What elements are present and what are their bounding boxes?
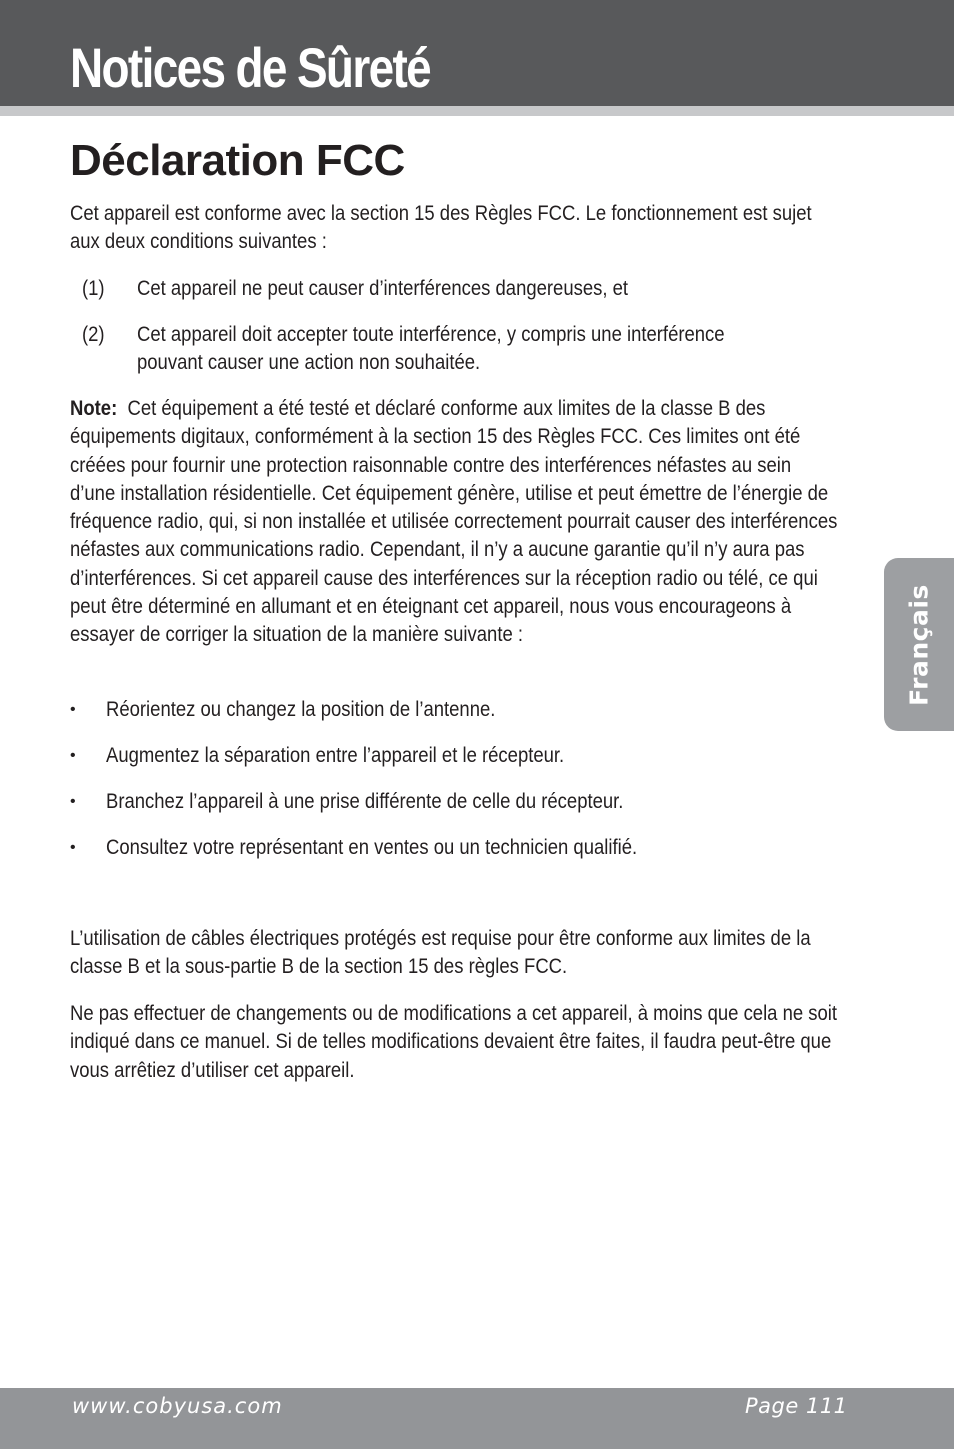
note-label: Note: (70, 397, 118, 420)
intro-paragraph: Cet appareil est conforme avec la section 15 des Règles FCC. Le fonctionnement est sujet aux deux conditions suivantes : (70, 202, 812, 254)
bullet-text-4: Consultez votre représentant en ventes ou un technicien qualifié. (106, 836, 638, 859)
bullet-text-2: Augmentez la séparation entre l’appareil et le récepteur. (106, 744, 565, 767)
changes-paragraph: Ne pas effectuer de changements ou de modifications a cet appareil, à moins que cela ne soit indiqué dans ce manuel. Si de telles modifications devaient être faites, il faudra peut-être que vous arrêtiez d’utiliser cet appareil. (70, 1002, 838, 1082)
header-stripe (0, 106, 954, 116)
page-title: Notices de Sûreté (70, 36, 431, 99)
section-title: Déclaration FCC (70, 136, 405, 185)
bullet-symbol-1: • (70, 701, 76, 718)
condition-text-1: Cet appareil ne peut causer d’interférences dangereuses, et (137, 277, 629, 300)
bullet-symbol-2: • (70, 747, 76, 764)
bullet-text-3: Branchez l’appareil à une prise différente de celle du récepteur. (106, 790, 624, 813)
bullet-text-1: Réorientez ou changez la position de l’antenne. (106, 698, 496, 721)
cables-paragraph: L’utilisation de câbles électriques protégés est requise pour être conforme aux limites de la classe B et la sous-partie B de la section 15 des règles FCC. (70, 927, 811, 979)
language-tab[interactable] (884, 558, 954, 731)
note-text: Cet équipement a été testé et déclaré conforme aux limites de la classe B des équipements digitaux, conformément à la section 15 des Règles FCC. Ces limites ont été créées pour fournir une protection raisonnable contre des interférences néfastes au sein d’une installation résidentielle. Cet équipement génère, utilise et peut émettre de l’énergie de fréquence radio, qui, si non installée et utilisée correctement pourrait causer des interférences néfastes aux communications radio. Cependant, il n’y a aucune garantie qu’il n’y aura pas d’interférences. Si cet appareil cause des interférences sur la réception radio ou télé, ce qui peut être déterminé en allumant et en éteignant cet appareil, nous vous encourageons à essayer de corriger la situation de la manière suivante : (70, 397, 838, 647)
condition-text-2: Cet appareil doit accepter toute interférence, y compris une interférence pouvant causer une action non souhaitée. (137, 323, 725, 375)
footer-page-number: Page 111 (745, 1394, 848, 1418)
language-tab-label: Français (904, 583, 934, 706)
footer-url: www.cobyusa.com (72, 1394, 283, 1418)
condition-number-2: (2) (82, 323, 105, 346)
condition-number-1: (1) (82, 277, 105, 300)
bullet-symbol-4: • (70, 839, 76, 856)
bullet-symbol-3: • (70, 793, 76, 810)
note-paragraph (70, 395, 840, 650)
